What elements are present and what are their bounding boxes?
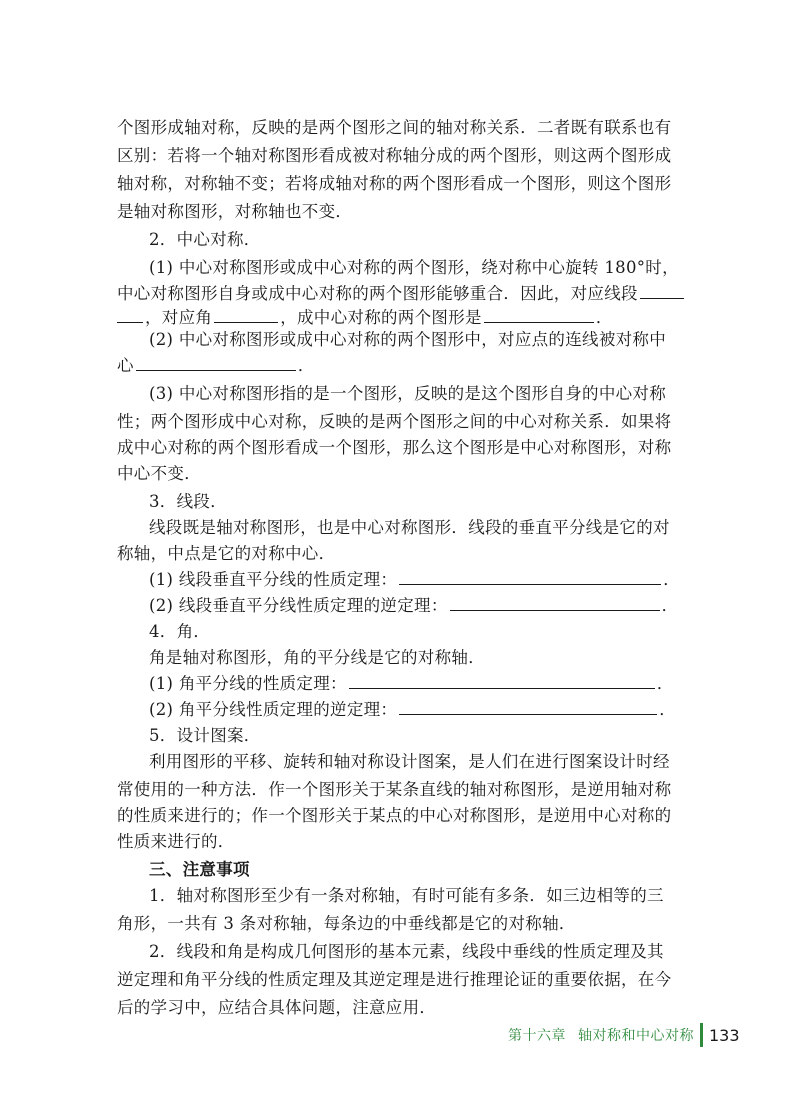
- fill-blank-corresponding-angle[interactable]: [214, 304, 278, 323]
- fill-blank-congruent-figures[interactable]: [484, 304, 594, 323]
- paragraph-line: (1) 中心对称图形或成中心对称的两个图形，绕对称中心旋转 180°时，: [149, 258, 679, 277]
- paragraph-line: 成中心对称的两个图形看成一个图形，那么这个图形是中心对称图形，对称: [117, 438, 672, 457]
- line-text: 中心对称图形自身或成中心对称的两个图形能够重合．因此，对应线段: [117, 284, 638, 303]
- paragraph-line: 区别：若将一个轴对称图形看成被对称轴分成的两个图形，则这两个图形成: [117, 146, 672, 165]
- footer-chapter-title: 轴对称和中心对称: [578, 1028, 694, 1044]
- paragraph-line: [149, 566, 680, 594]
- line-text: (2) 角平分线性质定理的逆定理：: [149, 700, 398, 719]
- footer-divider: [700, 1023, 703, 1047]
- fill-blank-angle-bisector-converse[interactable]: [399, 696, 657, 715]
- paragraph-line: 中心不变．: [117, 464, 201, 483]
- line-text: ．: [661, 596, 679, 615]
- paragraph-line: 逆定理和角平分线的性质定理及其逆定理是进行推理论证的重要依据，在今: [117, 970, 672, 989]
- section-heading-angle: 4．角．: [149, 622, 211, 641]
- fill-blank-corresponding-segment-cont[interactable]: [117, 304, 143, 323]
- line-text: (1) 线段垂直平分线的性质定理：: [149, 570, 398, 589]
- paragraph-line: [149, 696, 676, 724]
- line-text: (2) 线段垂直平分线性质定理的逆定理：: [149, 596, 448, 615]
- fill-blank-angle-bisector-theorem[interactable]: [349, 670, 655, 689]
- section-heading-pattern-design: 5．设计图案．: [149, 726, 261, 745]
- paragraph-line: 是轴对称图形，对称轴也不变．: [117, 202, 353, 221]
- paragraph-line: [149, 670, 674, 698]
- paragraph-line: 利用图形的平移、旋转和轴对称设计图案，是人们在进行图案设计时经: [149, 752, 670, 771]
- paragraph-line: 角是轴对称图形，角的平分线是它的对称轴．: [149, 648, 485, 667]
- fill-blank-bisected[interactable]: [136, 352, 296, 371]
- paragraph-line: 后的学习中，应结合具体问题，注意应用．: [117, 998, 437, 1017]
- fill-blank-corresponding-segment[interactable]: [640, 280, 684, 299]
- paragraph-line: 线段既是轴对称图形，也是中心对称图形．线段的垂直平分线是它的对: [149, 518, 670, 537]
- line-text: (1) 角平分线的性质定理：: [149, 674, 347, 693]
- page-number: 133: [709, 1025, 740, 1045]
- page-footer: [508, 1022, 740, 1048]
- line-text: ．: [297, 356, 315, 375]
- section-heading-notes: 三、注意事项: [149, 860, 250, 879]
- paragraph-line: 2．线段和角是构成几何图形的基本元素，线段中垂线的性质定理及其: [149, 942, 664, 961]
- fill-blank-perpendicular-bisector-theorem[interactable]: [399, 566, 661, 585]
- line-text: 心: [117, 356, 134, 375]
- paragraph-line: [149, 592, 678, 620]
- line-text: ．: [595, 308, 613, 327]
- paragraph-line: 角形，一共有 3 条对称轴，每条边的中垂线都是它的对称轴．: [117, 914, 576, 933]
- paragraph-line: (2) 中心对称图形或成中心对称的两个图形中，对应点的连线被对称中: [149, 330, 667, 349]
- line-text: ，对应角: [145, 308, 213, 327]
- paragraph-line: 性质来进行的．: [117, 832, 235, 851]
- section-heading-segment: 3．线段．: [149, 492, 227, 511]
- paragraph-line: 称轴，中点是它的对称中心．: [117, 544, 336, 563]
- section-heading-center-symmetry: 2．中心对称．: [149, 230, 261, 249]
- paragraph-line: 常使用的一种方法．作一个图形关于某条直线的轴对称图形，是逆用轴对称: [117, 780, 672, 799]
- paragraph-line: (3) 中心对称图形指的是一个图形，反映的是这个图形自身的中心对称: [149, 384, 667, 403]
- paragraph-line: 性；两个图形成中心对称，反映的是两个图形之间的中心对称关系．如果将: [117, 412, 672, 431]
- paragraph-line: 1．轴对称图形至少有一条对称轴，有时可能有多条．如三边相等的三: [149, 886, 664, 905]
- line-text: ．: [656, 674, 674, 693]
- line-text: ．: [659, 700, 677, 719]
- paragraph-line: 个图形成轴对称，反映的是两个图形之间的轴对称关系．二者既有联系也有: [117, 118, 672, 137]
- line-text: ，成中心对称的两个图形是: [280, 308, 482, 327]
- footer-chapter: 第十六章: [508, 1028, 566, 1044]
- paragraph-line: 轴对称，对称轴不变；若将成轴对称的两个图形看成一个图形，则这个图形: [117, 174, 672, 193]
- line-text: ．: [663, 570, 681, 589]
- paragraph-line: [117, 352, 315, 380]
- fill-blank-perpendicular-bisector-converse[interactable]: [450, 592, 660, 611]
- paragraph-line: 的性质来进行的；作一个图形关于某点的中心对称图形，是逆用中心对称的: [117, 806, 672, 825]
